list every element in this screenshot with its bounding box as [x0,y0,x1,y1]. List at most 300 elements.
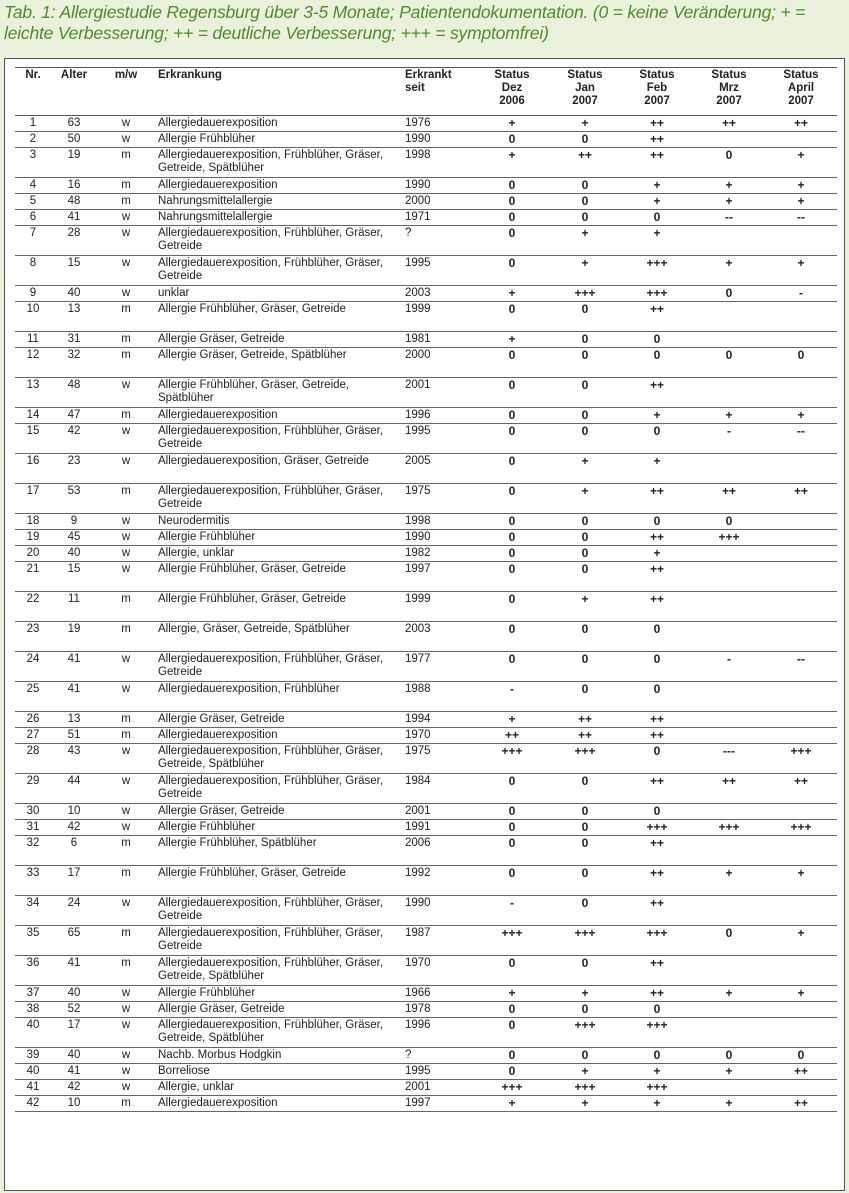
cell-status-april: + [765,194,837,210]
table-row [15,348,837,378]
cell-nr: 34 [15,896,51,926]
cell-erkrankt-seit: 1982 [403,546,475,562]
cell-status-april: ++ [765,116,837,132]
cell-status-dez: 0 [475,302,549,332]
cell-status-mrz [693,454,765,484]
cell-status-april [765,956,837,986]
cell-alter: 41 [51,682,97,712]
cell-status-dez: 0 [475,1064,549,1080]
header-line: Feb [646,82,668,94]
table-sheet [4,58,845,1191]
table-row [15,820,837,836]
cell-status-april [765,454,837,484]
cell-status-feb: ++ [621,986,693,1002]
cell-erkrankung: Borreliose [155,1064,403,1080]
cell-alter: 13 [51,302,97,332]
cell-status-jan: 0 [549,804,621,820]
cell-status-dez: + [475,332,549,348]
cell-status-april: ++ [765,1064,837,1080]
cell-alter: 17 [51,866,97,896]
cell-status-mrz [693,896,765,926]
cell-status-feb: 0 [621,744,693,774]
cell-alter: 45 [51,530,97,546]
cell-status-dez: 0 [475,194,549,210]
cell-erkrankt-seit: 1995 [403,256,475,286]
cell-status-dez: 0 [475,1018,549,1048]
cell-alter: 42 [51,1080,97,1096]
cell-alter: 32 [51,348,97,378]
cell-erkrankung: Allergie Frühblüher [155,986,403,1002]
cell-status-feb: + [621,1064,693,1080]
cell-alter: 40 [51,986,97,1002]
cell-mw: w [97,774,155,804]
cell-erkrankung: Nahrungsmittelallergie [155,194,403,210]
cell-alter: 41 [51,956,97,986]
cell-mw: w [97,286,155,302]
cell-status-jan: 0 [549,514,621,530]
cell-status-feb: ++ [621,836,693,866]
cell-status-feb: +++ [621,286,693,302]
cell-erkrankung: Allergiedauerexposition, Frühblüher, Gräser, Getreide, Spätblüher [155,744,403,774]
cell-erkrankt-seit: 1987 [403,926,475,956]
cell-nr: 19 [15,530,51,546]
cell-status-april [765,712,837,728]
cell-mw: m [97,956,155,986]
cell-status-mrz: 0 [693,1048,765,1064]
cell-mw: m [97,1096,155,1112]
table-caption: Tab. 1: Allergiestudie Regensburg über 3-5 Monate; Patientendokumentation. (0 = keine Veränderung; + = leichte Verbesserung; ++ = deutliche Verbesserung; +++ = symptomfrei) [4,2,806,43]
cell-nr: 4 [15,178,51,194]
cell-erkrankt-seit: 1990 [403,178,475,194]
cell-erkrankung: unklar [155,286,403,302]
cell-erkrankt-seit: 1995 [403,1064,475,1080]
cell-erkrankt-seit: 1988 [403,682,475,712]
cell-status-mrz: 0 [693,148,765,178]
cell-erkrankt-seit: 2001 [403,378,475,408]
cell-status-mrz: - [693,652,765,682]
cell-nr: 39 [15,1048,51,1064]
cell-erkrankung: Allergiedauerexposition, Frühblüher, Gräser, Getreide [155,896,403,926]
cell-erkrankt-seit: 1975 [403,484,475,514]
header-status-dez [475,68,549,116]
header-nr: Nr. [15,68,51,116]
cell-mw: m [97,348,155,378]
cell-status-jan: 0 [549,424,621,454]
cell-status-april [765,562,837,592]
cell-mw: m [97,836,155,866]
cell-erkrankung: Allergiedauerexposition, Frühblüher, Gräser, Getreide [155,774,403,804]
cell-mw: m [97,926,155,956]
cell-status-jan: + [549,592,621,622]
cell-alter: 65 [51,926,97,956]
cell-erkrankt-seit: 1997 [403,562,475,592]
cell-status-mrz [693,956,765,986]
cell-status-dez: 0 [475,836,549,866]
cell-status-feb: 0 [621,622,693,652]
cell-erkrankt-seit: 2006 [403,836,475,866]
cell-alter: 42 [51,424,97,454]
header-line: 2007 [788,95,814,107]
cell-status-dez: 0 [475,622,549,652]
cell-status-feb: ++ [621,148,693,178]
cell-mw: w [97,1064,155,1080]
cell-status-mrz: + [693,866,765,896]
cell-mw: m [97,408,155,424]
cell-nr: 15 [15,424,51,454]
cell-erkrankung: Allergiedauerexposition, Frühblüher, Gräser, Getreide [155,256,403,286]
cell-nr: 16 [15,454,51,484]
cell-status-jan: +++ [549,926,621,956]
cell-status-mrz [693,1002,765,1018]
cell-erkrankung: Allergie Frühblüher, Gräser, Getreide, Spätblüher [155,378,403,408]
cell-status-mrz: --- [693,744,765,774]
cell-status-april [765,530,837,546]
cell-status-april: + [765,408,837,424]
cell-status-feb: ++ [621,484,693,514]
cell-status-mrz: - [693,424,765,454]
cell-status-april [765,378,837,408]
cell-nr: 17 [15,484,51,514]
cell-mw: w [97,682,155,712]
cell-erkrankt-seit: 1978 [403,1002,475,1018]
header-row [15,68,837,116]
cell-status-dez: 0 [475,408,549,424]
table-row [15,986,837,1002]
cell-alter: 15 [51,562,97,592]
cell-status-feb: 0 [621,424,693,454]
cell-nr: 7 [15,226,51,256]
cell-status-april: -- [765,652,837,682]
cell-status-dez: +++ [475,1080,549,1096]
cell-nr: 14 [15,408,51,424]
cell-nr: 28 [15,744,51,774]
cell-status-dez: + [475,986,549,1002]
cell-status-april: + [765,178,837,194]
cell-status-mrz [693,562,765,592]
cell-mw: w [97,896,155,926]
cell-status-dez: 0 [475,592,549,622]
cell-alter: 19 [51,622,97,652]
cell-erkrankt-seit: 1970 [403,728,475,744]
header-line: Status [783,69,819,81]
cell-alter: 51 [51,728,97,744]
cell-alter: 43 [51,744,97,774]
cell-status-mrz [693,378,765,408]
cell-mw: w [97,454,155,484]
cell-nr: 25 [15,682,51,712]
table-row [15,1048,837,1064]
cell-nr: 24 [15,652,51,682]
table-row [15,652,837,682]
cell-status-april: +++ [765,744,837,774]
cell-erkrankt-seit: 1990 [403,896,475,926]
cell-status-mrz: + [693,1064,765,1080]
cell-status-feb: ++ [621,956,693,986]
cell-status-feb: 0 [621,682,693,712]
cell-status-mrz: 0 [693,286,765,302]
cell-status-april [765,226,837,256]
cell-mw: m [97,866,155,896]
cell-nr: 11 [15,332,51,348]
table-row [15,1002,837,1018]
cell-status-mrz: ++ [693,116,765,132]
cell-status-dez: 0 [475,178,549,194]
cell-status-feb: + [621,546,693,562]
cell-status-april [765,728,837,744]
cell-status-jan: + [549,454,621,484]
cell-nr: 41 [15,1080,51,1096]
cell-status-april [765,836,837,866]
header-line: 2007 [644,95,670,107]
cell-status-jan: 0 [549,896,621,926]
cell-status-jan: + [549,116,621,132]
cell-erkrankung: Allergie Frühblüher [155,132,403,148]
cell-alter: 42 [51,820,97,836]
cell-erkrankt-seit: 1990 [403,132,475,148]
cell-alter: 41 [51,652,97,682]
header-seit-line1: Erkrankt [405,69,452,81]
cell-nr: 9 [15,286,51,302]
cell-alter: 48 [51,194,97,210]
cell-status-april [765,592,837,622]
cell-status-dez: +++ [475,744,549,774]
table-row [15,804,837,820]
cell-status-april: ++ [765,774,837,804]
cell-alter: 16 [51,178,97,194]
table-row [15,1064,837,1080]
cell-erkrankt-seit: 1992 [403,866,475,896]
cell-status-jan: 0 [549,132,621,148]
cell-mw: w [97,378,155,408]
cell-status-jan: +++ [549,1018,621,1048]
cell-erkrankung: Allergie Frühblüher, Gräser, Getreide [155,592,403,622]
cell-status-jan: + [549,986,621,1002]
cell-status-april: + [765,256,837,286]
cell-status-feb: 0 [621,210,693,226]
cell-erkrankt-seit: 1970 [403,956,475,986]
cell-nr: 33 [15,866,51,896]
cell-erkrankt-seit: 2005 [403,454,475,484]
table-row [15,210,837,226]
table-row [15,148,837,178]
cell-status-dez: 0 [475,256,549,286]
cell-status-april [765,546,837,562]
cell-status-mrz: + [693,178,765,194]
cell-status-mrz [693,592,765,622]
table-row [15,866,837,896]
cell-status-mrz [693,132,765,148]
cell-status-april: 0 [765,1048,837,1064]
cell-alter: 6 [51,836,97,866]
cell-mw: m [97,178,155,194]
table-row [15,194,837,210]
cell-nr: 40 [15,1064,51,1080]
cell-erkrankt-seit: 1996 [403,408,475,424]
cell-erkrankung: Allergiedauerexposition, Frühblüher, Gräser, Getreide, Spätblüher [155,956,403,986]
cell-mw: m [97,484,155,514]
cell-alter: 9 [51,514,97,530]
cell-status-mrz: + [693,1096,765,1112]
cell-status-jan: 0 [549,332,621,348]
cell-status-mrz [693,682,765,712]
cell-status-april [765,896,837,926]
cell-nr: 31 [15,820,51,836]
cell-erkrankung: Allergiedauerexposition, Frühblüher [155,682,403,712]
cell-mw: w [97,514,155,530]
cell-erkrankung: Allergiedauerexposition, Frühblüher, Gräser, Getreide [155,926,403,956]
cell-status-dez: + [475,116,549,132]
cell-status-feb: ++ [621,132,693,148]
table-row [15,226,837,256]
cell-erkrankt-seit: 1984 [403,774,475,804]
table-row [15,514,837,530]
cell-status-jan: + [549,226,621,256]
cell-erkrankung: Allergie Frühblüher [155,530,403,546]
cell-erkrankung: Allergie, unklar [155,1080,403,1096]
cell-nr: 35 [15,926,51,956]
table-row [15,896,837,926]
cell-status-dez: 0 [475,1048,549,1064]
cell-status-dez: - [475,682,549,712]
header-status-april [765,68,837,116]
cell-status-feb: + [621,226,693,256]
cell-status-april: - [765,286,837,302]
cell-alter: 47 [51,408,97,424]
table-row [15,530,837,546]
cell-status-mrz [693,1080,765,1096]
cell-status-mrz: +++ [693,820,765,836]
cell-mw: w [97,546,155,562]
table-row [15,682,837,712]
cell-status-dez: 0 [475,652,549,682]
cell-status-jan: 0 [549,836,621,866]
header-mw: m/w [97,68,155,116]
cell-erkrankt-seit: 1997 [403,1096,475,1112]
cell-erkrankung: Allergie Frühblüher [155,820,403,836]
cell-status-jan: + [549,1064,621,1080]
header-erkrankung: Erkrankung [155,68,403,116]
header-status-mrz [693,68,765,116]
cell-status-feb: ++ [621,378,693,408]
cell-status-april: ++ [765,484,837,514]
cell-erkrankt-seit: ? [403,226,475,256]
table-row [15,132,837,148]
cell-nr: 18 [15,514,51,530]
table-body [15,116,837,1112]
cell-status-mrz: ++ [693,774,765,804]
cell-mw: w [97,132,155,148]
cell-alter: 52 [51,1002,97,1018]
header-line: 2007 [572,95,598,107]
table-row [15,302,837,332]
cell-status-jan: + [549,1096,621,1112]
cell-alter: 19 [51,148,97,178]
cell-status-april [765,1002,837,1018]
table-row [15,484,837,514]
header-line: 2006 [499,95,525,107]
table-row [15,728,837,744]
cell-status-feb: + [621,194,693,210]
cell-status-jan: 0 [549,622,621,652]
cell-status-april [765,514,837,530]
cell-status-mrz [693,712,765,728]
cell-mw: w [97,986,155,1002]
header-line: 2007 [716,95,742,107]
cell-erkrankung: Allergiedauerexposition, Frühblüher, Gräser, Getreide [155,226,403,256]
cell-status-april [765,1080,837,1096]
cell-erkrankung: Allergiedauerexposition [155,728,403,744]
cell-erkrankung: Neurodermitis [155,514,403,530]
cell-erkrankt-seit: 1998 [403,514,475,530]
cell-status-jan: +++ [549,1080,621,1096]
cell-status-jan: ++ [549,148,621,178]
cell-nr: 8 [15,256,51,286]
header-seit-line2: seit [405,82,425,94]
table-row [15,178,837,194]
cell-status-jan: 0 [549,302,621,332]
cell-status-dez: ++ [475,728,549,744]
cell-erkrankt-seit: 1975 [403,744,475,774]
cell-status-feb: ++ [621,728,693,744]
table-row [15,546,837,562]
cell-mw: w [97,1048,155,1064]
cell-mw: w [97,820,155,836]
cell-nr: 42 [15,1096,51,1112]
header-line: Jan [575,82,595,94]
table-row [15,332,837,348]
table-row [15,926,837,956]
cell-status-jan: 0 [549,178,621,194]
header-seit [403,68,475,116]
cell-status-jan: 0 [549,194,621,210]
cell-status-dez: +++ [475,926,549,956]
cell-alter: 13 [51,712,97,728]
cell-status-feb: ++ [621,302,693,332]
cell-status-dez: 0 [475,820,549,836]
cell-erkrankt-seit: 1976 [403,116,475,132]
cell-nr: 22 [15,592,51,622]
cell-erkrankt-seit: 1999 [403,592,475,622]
table-row [15,592,837,622]
cell-erkrankung: Allergie Gräser, Getreide, Spätblüher [155,348,403,378]
table-row [15,1080,837,1096]
table-row [15,562,837,592]
cell-status-feb: ++ [621,866,693,896]
cell-erkrankung: Allergiedauerexposition, Frühblüher, Gräser, Getreide, Spätblüher [155,148,403,178]
cell-status-jan: + [549,256,621,286]
cell-nr: 6 [15,210,51,226]
cell-erkrankt-seit: 1977 [403,652,475,682]
cell-erkrankung: Nahrungsmittelallergie [155,210,403,226]
cell-status-jan: 0 [549,866,621,896]
cell-status-jan: 0 [549,1002,621,1018]
cell-erkrankung: Allergie Frühblüher, Gräser, Getreide [155,866,403,896]
table-row [15,774,837,804]
cell-status-mrz: -- [693,210,765,226]
cell-status-mrz: + [693,986,765,1002]
cell-status-april: 0 [765,348,837,378]
cell-status-mrz [693,622,765,652]
cell-nr: 27 [15,728,51,744]
cell-alter: 17 [51,1018,97,1048]
cell-erkrankung: Allergie Frühblüher, Spätblüher [155,836,403,866]
table-row [15,256,837,286]
cell-status-mrz [693,836,765,866]
cell-erkrankt-seit: 2003 [403,286,475,302]
cell-nr: 13 [15,378,51,408]
cell-alter: 41 [51,210,97,226]
cell-status-jan: 0 [549,562,621,592]
